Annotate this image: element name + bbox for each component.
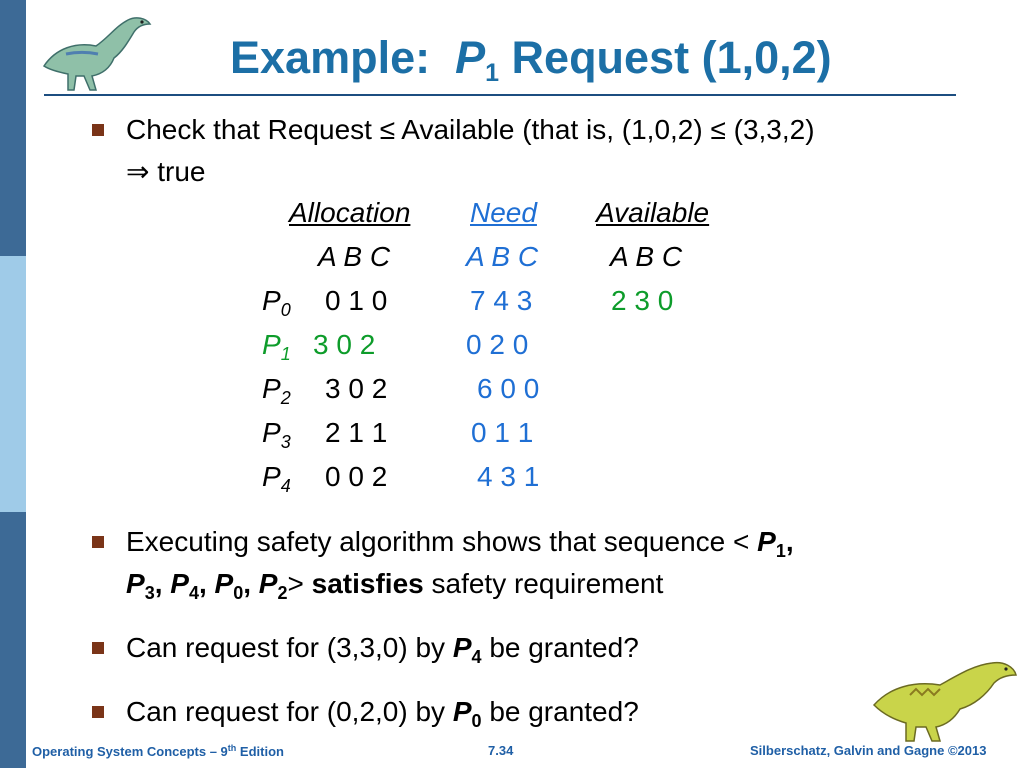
row-p2-var: P <box>262 373 281 404</box>
bullet-3-pre: Can request for (3,3,0) by <box>126 632 446 663</box>
seq-p3-sub: 3 <box>144 583 155 603</box>
bullet-4-post: be granted? <box>489 696 639 727</box>
title-prefix: Example: <box>230 32 431 83</box>
seq-close-bracket: > <box>287 568 304 599</box>
footer-edition-sup: th <box>227 743 237 753</box>
sidebar-segment-top <box>0 0 26 256</box>
bullet-4-var: P <box>452 696 472 727</box>
seq-p3-var: P <box>126 568 145 599</box>
row-p4-allocation: 0 0 2 <box>325 461 388 492</box>
bullet-4-sub: 0 <box>471 711 482 731</box>
bullet-3-post: be granted? <box>489 632 639 663</box>
seq-p1-sub: 1 <box>775 541 786 561</box>
dinosaur-logo-top <box>36 8 156 92</box>
row-p0-need: 7 4 3 <box>470 285 533 316</box>
seq-p0-sub: 0 <box>233 583 244 603</box>
row-p4-sub: 4 <box>280 476 291 496</box>
bullet-4-text <box>126 692 639 741</box>
header-need: Need <box>470 197 537 228</box>
row-p4-label <box>262 461 291 497</box>
subheader-need: A B C <box>466 241 539 272</box>
title-rest: Request (1,0,2) <box>511 32 832 83</box>
row-p0-available: 2 3 0 <box>611 285 674 316</box>
seq-p2-sub: 2 <box>277 583 288 603</box>
bullet-4-pre: Can request for (0,2,0) by <box>126 696 446 727</box>
bullet-marker-1 <box>92 124 104 136</box>
row-p3-allocation: 2 1 1 <box>325 417 388 448</box>
row-p1-sub: 1 <box>280 344 291 364</box>
bullet-3-var: P <box>452 632 472 663</box>
sidebar-segment-middle <box>0 256 26 512</box>
row-p2-sub: 2 <box>280 388 291 408</box>
row-p4-need: 4 3 1 <box>477 461 540 492</box>
sidebar-segment-bottom <box>0 512 26 768</box>
title-process-var: P <box>455 32 486 83</box>
row-p2-label <box>262 373 291 409</box>
bullet-3-sub: 4 <box>471 647 482 667</box>
bullet-3-text <box>126 628 639 677</box>
sidebar-stripe <box>0 0 26 768</box>
row-p3-var: P <box>262 417 281 448</box>
row-p0-allocation: 0 1 0 <box>325 285 388 316</box>
slide-title <box>230 32 832 88</box>
bullet-2-line-2: $P_3$, $P_4$, $P_0$, $P_2>$ satisfies safety requirement <box>126 568 664 603</box>
row-p3-sub: 3 <box>280 432 291 452</box>
bullet-marker-2 <box>92 536 104 548</box>
footer-copyright: Silberschatz, Galvin and Gagne ©2013 <box>750 743 987 758</box>
subheader-allocation: A B C <box>318 241 391 272</box>
row-p0-var: P <box>262 285 281 316</box>
row-p0-label <box>262 285 291 321</box>
footer-edition: Edition <box>239 744 284 759</box>
bullet-1-line-1: Check that Request ≤ Available (that is, (1,0,2) ≤ (3,3,2) <box>126 114 815 145</box>
bullet-2-post: safety requirement <box>431 568 664 599</box>
footer-page-number: 7.34 <box>488 743 514 758</box>
header-available: Available <box>596 197 710 228</box>
dinosaur-logo-bottom <box>870 645 1020 745</box>
row-p1-allocation: 3 0 2 <box>313 329 376 360</box>
row-p3-label <box>262 417 291 453</box>
footer-left <box>32 743 284 759</box>
seq-p4-sub: 4 <box>188 583 199 603</box>
row-p1-need: 0 2 0 <box>466 329 529 360</box>
row-p3-need: 0 1 1 <box>471 417 534 448</box>
bullet-2-line-1: Executing safety algorithm shows that sequence < $P_1$, <box>126 526 794 561</box>
seq-p0-var: P <box>214 568 234 599</box>
seq-p4-var: P <box>170 568 189 599</box>
row-p2-need: 6 0 0 <box>477 373 540 404</box>
row-p1-label <box>262 329 291 365</box>
seq-p2-var: P <box>258 568 278 599</box>
row-p4-var: P <box>262 461 281 492</box>
bullet-marker-3 <box>92 642 104 654</box>
title-process-sub: 1 <box>485 59 500 87</box>
bullet-1-line-2: ⇒ true <box>126 156 206 187</box>
bullet-2-pre: Executing safety algorithm shows that sequence < <box>126 526 750 557</box>
header-allocation: Allocation <box>289 197 411 228</box>
footer-book: Operating System Concepts – 9 <box>32 744 228 759</box>
seq-p1-var: P <box>757 526 776 557</box>
row-p1-var: P <box>262 329 281 360</box>
bullet-marker-4 <box>92 706 104 718</box>
subheader-available: A B C <box>610 241 683 272</box>
title-underline-rule <box>44 94 956 96</box>
bullet-2-satisfies: satisfies <box>311 568 424 599</box>
row-p0-sub: 0 <box>280 300 291 320</box>
row-p2-allocation: 3 0 2 <box>325 373 388 404</box>
